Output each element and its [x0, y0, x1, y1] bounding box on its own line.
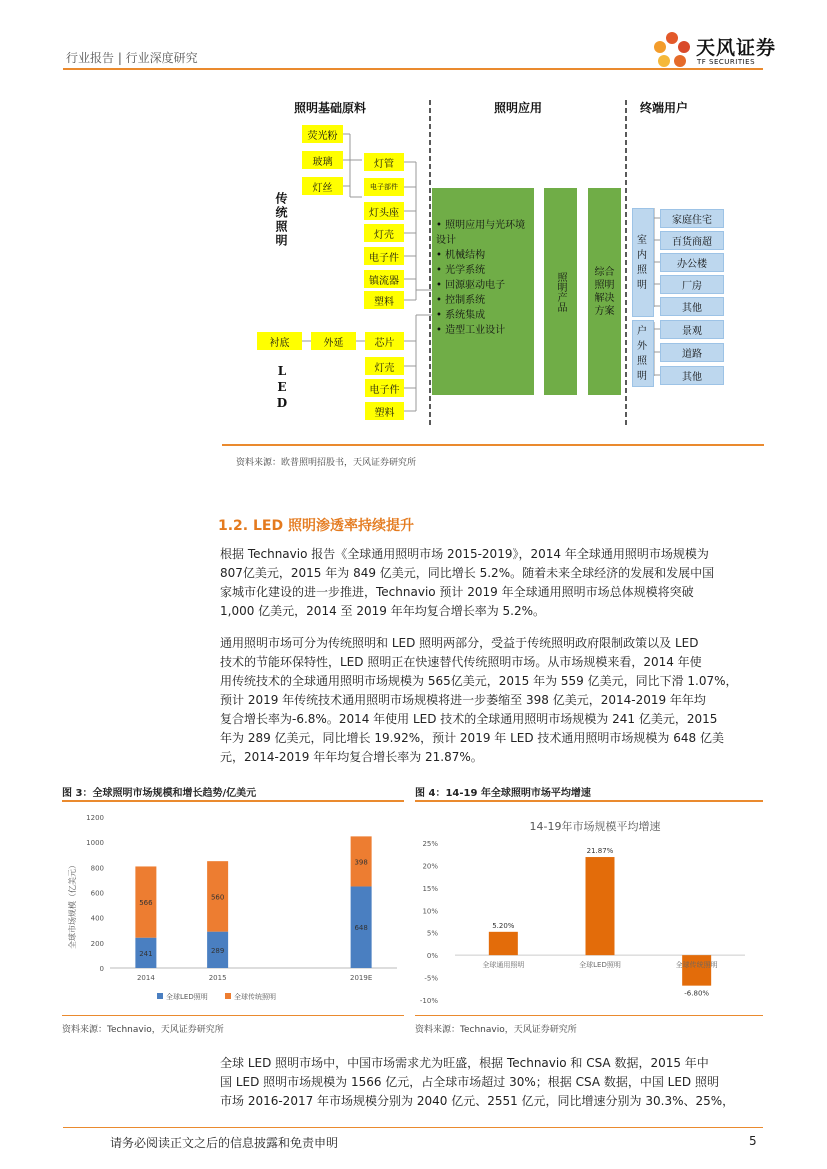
- fig4-data-label: -6.80%: [684, 989, 710, 998]
- diagram-indoor-item-3: 厂房: [660, 275, 724, 294]
- page-number: 5: [749, 1134, 757, 1148]
- diagram-box-raw-2: 灯丝: [302, 177, 343, 195]
- fig3-ytick-label: 400: [90, 914, 104, 923]
- diagram-box-part-4: 电子件: [364, 247, 404, 265]
- diagram-col1-title: 照明基础原料: [294, 101, 367, 115]
- fig3-title: 图 3：全球照明市场规模和增长趋势/亿美元: [62, 788, 257, 799]
- p3-line: 全球 LED 照明市场中，中国市场需求尤为旺盛，根据 Technavio 和 CSA 数据，2015 年中: [220, 1056, 709, 1070]
- app-item-5-text: 系统集成: [445, 310, 486, 321]
- diagram-box-led-part-1: 电子件: [365, 379, 404, 397]
- diagram-indoor-item-0: 家庭住宅: [660, 209, 724, 228]
- fig4-rule: [415, 800, 763, 802]
- fig3-ytick-label: 600: [90, 889, 104, 898]
- app-item-1-text: 机械结构: [445, 250, 486, 261]
- fig4-title: 图 4：14-19 年全球照明市场平均增速: [415, 788, 591, 799]
- paragraph-1: [220, 545, 762, 621]
- diagram-outdoor-item-2: 其他: [660, 366, 724, 385]
- diagram-box-part-1: 电子部件: [364, 178, 404, 196]
- source3-rule: [62, 1015, 404, 1016]
- diagram-product-box: [544, 188, 577, 395]
- diagram-box-part-0: 灯管: [364, 153, 404, 171]
- diagram-box-led-part-2: 塑料: [365, 402, 404, 420]
- fig3-data-label: 289: [210, 946, 225, 955]
- app-item-2: • 光学系统: [436, 265, 486, 276]
- fig3-data-label: 241: [139, 949, 153, 958]
- source3: 资料来源：Technavio，天风证券研究所: [62, 1025, 224, 1035]
- diagram-led-label: LED: [275, 364, 289, 412]
- app-item-6-text: 造型工业设计: [445, 325, 506, 336]
- fig4-ytick-label: -5%: [424, 974, 438, 983]
- p1-line: 根据 Technavio 报告《全球通用照明市场 2015-2019》，2014 年全球通用照明市场规模为: [220, 547, 709, 561]
- fig3-data-label: 648: [354, 924, 368, 933]
- fig3-legend-label: 全球传统照明: [234, 993, 276, 1001]
- app-item-3: • 回源驱动电子: [436, 280, 506, 291]
- fig3-data-label: 398: [354, 858, 368, 867]
- fig4-ytick-label: -10%: [419, 997, 438, 1005]
- p2-line: 复合增长率为-6.8%。2014 年使用 LED 技术的全球通用照明市场规模为 241 亿美元，2015: [220, 712, 718, 726]
- section-title: 1.2. LED 照明渗透率持续提升: [218, 518, 414, 534]
- fig4-bar: [586, 857, 615, 955]
- diagram-col3-title: 终端用户: [640, 101, 689, 115]
- header-breadcrumb: 行业报告 | 行业深度研究: [66, 51, 198, 65]
- diagram-col2-title: 照明应用: [494, 101, 543, 115]
- fig3-rule: [62, 800, 404, 802]
- fig4-chart: [415, 805, 763, 1013]
- fig3-data-label: 566: [139, 899, 153, 908]
- fig3-xtick-label: 2014: [136, 974, 155, 982]
- app-item-5: • 系统集成: [436, 310, 486, 321]
- p2-line: 通用照明市场可分为传统照明和 LED 照明两部分，受益于传统照明政府限制政策以及 LED: [220, 636, 699, 650]
- p2-line: 用传统技术的全球通用照明市场规模为 565亿美元，2015 年为 559 亿美元，同比下滑 1.07%，: [220, 674, 738, 688]
- diagram-box-part-2: 灯头座: [364, 202, 404, 220]
- source1: 资料来源：欧普照明招股书，天风证券研究所: [236, 458, 417, 468]
- app-item-2-text: 光学系统: [445, 265, 486, 276]
- diagram-traditional-label: 传统照明: [274, 192, 288, 248]
- diagram-box-part-6: 塑料: [364, 291, 404, 309]
- diagram-indoor-item-2: 办公楼: [660, 253, 724, 272]
- app-item-4-text: 控制系统: [445, 295, 486, 306]
- p3-line: 市场 2016-2017 年市场规模分别为 2040 亿元、2551 亿元，同比增速分别为 30.3%、25%，: [220, 1094, 735, 1108]
- fig3-ytick-label: 0: [99, 965, 104, 973]
- fig3-ytick-label: 200: [90, 939, 104, 948]
- fig3-chart: [62, 805, 404, 1013]
- fig4-bar: [489, 932, 518, 955]
- fig4-xtick-label: 全球通用照明: [482, 961, 525, 970]
- diagram-box-part-5: 镇流器: [364, 270, 404, 288]
- fig3-ytick-label: 1200: [86, 814, 104, 822]
- diagram-outdoor-box: [632, 320, 654, 387]
- app-item-6: • 造型工业设计: [436, 325, 506, 336]
- app-item-3-text: 回源驱动电子: [445, 280, 506, 291]
- diagram-box-led-chain-1: 外延: [311, 332, 356, 350]
- fig4-ytick-label: 0%: [426, 952, 438, 961]
- fig3-legend-swatch: [157, 993, 163, 999]
- source1-rule: [222, 444, 764, 446]
- diagram-product-label: 照明产品: [555, 271, 566, 312]
- p2-line: 技术的节能环保特性，LED 照明正在快速替代传统照明市场。从市场规模来看，2014 年使: [220, 655, 702, 669]
- footer-rule: [63, 1127, 763, 1128]
- app-item-0-text: 照明应用与光环境设计: [436, 220, 526, 246]
- diagram-box-raw-0: 荧光粉: [302, 125, 343, 143]
- diagram-outdoor-item-0: 景观: [660, 320, 724, 339]
- logo-name: 天风证券: [696, 37, 777, 59]
- diagram-solution-box: [588, 188, 621, 395]
- diagram-indoor-label: 室内照明: [637, 234, 647, 291]
- p2-line: 元，2014-2019 年年均复合增长率为 21.87%。: [220, 750, 483, 764]
- source4-rule: [415, 1015, 763, 1016]
- app-item-1: • 机械结构: [436, 250, 486, 261]
- diagram-box-led-chain-2: 芯片: [365, 332, 404, 350]
- diagram-box-led-chain-0: 衬底: [257, 332, 302, 350]
- logo-sub: TF SECURITIES: [697, 58, 756, 66]
- fig3-xtick-label: 2019E: [350, 974, 373, 982]
- fig4-ytick-label: 25%: [422, 840, 438, 848]
- p1-line: 807亿美元，2015 年为 849 亿美元，同比增长 5.2%。随着未来全球经济的发展和发展中国: [220, 566, 715, 580]
- diagram-app-box: [432, 188, 534, 395]
- paragraph-2: [220, 634, 762, 767]
- fig4-ytick-label: 10%: [422, 907, 438, 916]
- diagram-box-led-part-0: 灯壳: [365, 357, 404, 375]
- p2-line: 年为 289 亿美元，同比增长 19.92%，预计 2019 年 LED 技术通用照明市场规模为 648 亿美: [220, 731, 724, 745]
- p3-line: 国 LED 照明市场规模为 1566 亿元，占全球市场超过 30%；根据 CSA 数据，中国 LED 照明: [220, 1075, 719, 1089]
- fig3-xtick-label: 2015: [208, 974, 227, 982]
- fig4-ytick-label: 15%: [422, 884, 438, 893]
- fig3-ytick-label: 1000: [86, 839, 104, 848]
- fig4-bar: [682, 955, 711, 986]
- diagram-outdoor-label: 户外照明: [637, 325, 647, 382]
- diagram-box-raw-1: 玻璃: [302, 151, 343, 169]
- diagram-indoor-item-4: 其他: [660, 297, 724, 316]
- fig4-ytick-label: 20%: [422, 862, 438, 871]
- p2-line: 预计 2019 年传统技术通用照明市场规模将进一步萎缩至 398 亿美元，2014-2019 年年均: [220, 693, 706, 707]
- diagram-outdoor-item-1: 道路: [660, 343, 724, 362]
- p1-line: 家城市化建设的进一步推进，Technavio 预计 2019 年全球通用照明市场总体规模将突破: [220, 585, 694, 599]
- fig4-data-label: 5.20%: [492, 921, 515, 930]
- diagram-indoor-item-1: 百货商超: [660, 231, 724, 250]
- fig3-legend-label: 全球LED照明: [166, 993, 208, 1001]
- paragraph-3: [220, 1054, 762, 1111]
- footer-disclaimer: 请务必阅读正文之后的信息披露和免责申明: [110, 1136, 339, 1150]
- fig4-chart-title: 14-19年市场规模平均增速: [529, 820, 661, 833]
- diagram-indoor-box: [632, 208, 654, 317]
- diagram-solution-label: 综合照明解决方案: [594, 266, 615, 317]
- fig3-ytick-label: 800: [90, 864, 104, 873]
- fig3-ylabel: 全球市场规模（亿美元）: [68, 861, 77, 949]
- fig4-ytick-label: 5%: [426, 929, 438, 938]
- source4: 资料来源：Technavio，天风证券研究所: [415, 1025, 577, 1035]
- fig3-legend-swatch: [225, 993, 231, 999]
- app-item-4: • 控制系统: [436, 295, 486, 306]
- p1-line: 1,000 亿美元，2014 至 2019 年年均复合增长率为 5.2%。: [220, 604, 545, 618]
- fig3-data-label: 560: [210, 893, 225, 902]
- fig4-xtick-label: 全球LED照明: [579, 961, 621, 970]
- app-item-0: • 照明应用与光环境设计: [436, 220, 526, 246]
- diagram-box-part-3: 灯壳: [364, 224, 404, 242]
- fig4-xtick-label: 全球传统照明: [675, 961, 718, 970]
- fig4-data-label: 21.87%: [586, 847, 614, 856]
